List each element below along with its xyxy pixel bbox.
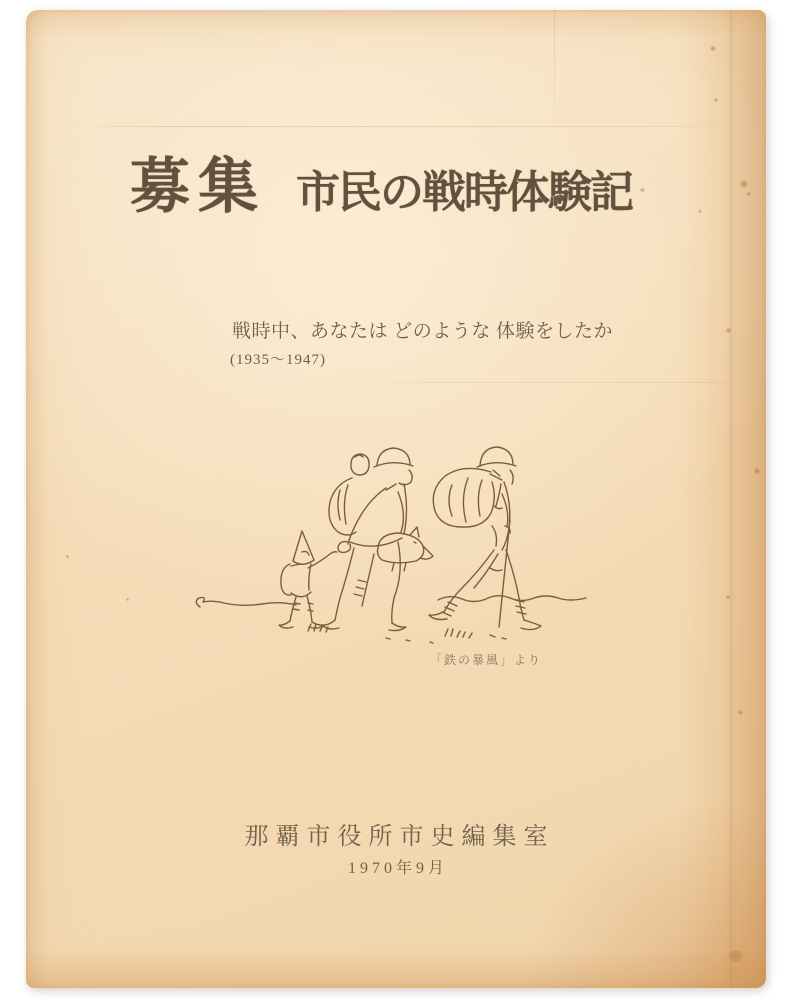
foxing-spot — [126, 598, 129, 601]
horizontal-crease-line — [70, 126, 736, 127]
booklet-cover-page — [26, 10, 766, 988]
grass-tuft — [445, 629, 472, 638]
ground-stones — [386, 635, 506, 643]
refugee-illustration — [190, 430, 610, 645]
horizontal-crease-line — [359, 382, 744, 383]
foxing-spot — [698, 210, 702, 213]
foxing-spot — [747, 192, 751, 196]
foxing-spot — [740, 180, 748, 188]
child-figure — [279, 531, 337, 628]
publication-date: 1970年9月 — [347, 860, 448, 877]
foxing-spot — [726, 595, 730, 599]
subtitle-question: 戦時中、あなたは どのような 体験をしたか — [232, 321, 614, 342]
foxing-spot — [728, 950, 744, 962]
man-figure — [429, 447, 541, 630]
title-main-text: 募集 — [130, 154, 266, 220]
subtitle-period: (1935～1947) — [230, 352, 326, 368]
woman-figure — [322, 448, 413, 631]
cover-title — [130, 154, 632, 220]
publisher-name: 那覇市役所市史編集室 — [244, 824, 555, 850]
foxing-spot — [710, 46, 716, 51]
piglet — [378, 527, 434, 571]
title-sub-text: 市民の戦時体験記 — [296, 168, 632, 217]
ground-line-right — [438, 596, 586, 602]
foxing-spot — [640, 188, 645, 192]
foxing-spot — [66, 555, 69, 558]
vertical-crease-line — [554, 10, 555, 150]
foxing-spot — [714, 98, 718, 102]
foxing-spot — [738, 710, 743, 715]
foxing-spot — [726, 328, 731, 333]
illustration-caption: 「鉄の暴風」より — [430, 653, 543, 667]
ground-line-left — [196, 598, 296, 608]
foxing-spot — [754, 468, 760, 474]
